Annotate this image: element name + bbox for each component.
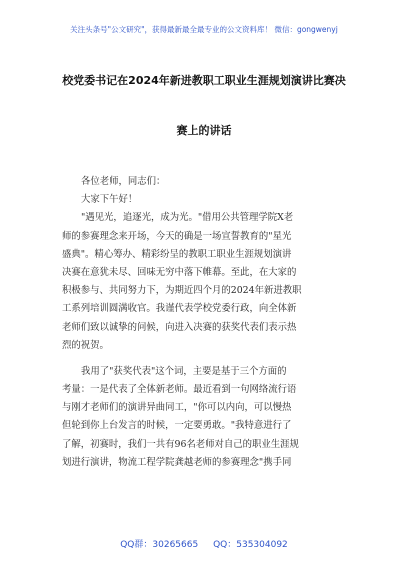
footer-contact [0, 537, 408, 550]
speech-body [62, 173, 354, 472]
paragraph-1-line: 积极参与、共同努力下，为期近四个月的2024年新进教职 [62, 285, 302, 297]
paragraph-2-line: 考量：一是代表了全体新老师。最近看到一句网络流行语 [62, 384, 297, 396]
paragraph-2-line: 划进行演讲，物流工程学院龚越老师的参赛理念"携手同 [62, 456, 292, 468]
footer-qq-group: QQ群：30265665 [120, 540, 199, 550]
paragraph-gap [62, 355, 354, 363]
paragraph-2-line: 但轮到你上台发言的时候，一定要勇敢。"我特意进行了 [62, 420, 292, 432]
greeting: 各位老师，同志们： [81, 176, 166, 187]
paragraph-2-line: 了解，初赛时，我们一共有96名老师对自己的职业生涯规 [62, 438, 299, 450]
paragraph-2-line: 我用了"获奖代表"这个词，主要是基于三个方面的 [81, 365, 287, 377]
header-banner: 关注头条号"公文研究"，获得最新最全最专业的公文资料库！ 微信：gongwenyj [70, 25, 338, 34]
paragraph-1-line: 工系列培训圆满收官。我谨代表学校党委行政，向全体新 [62, 303, 297, 315]
page-title-line-1: 校党委书记在2024年新进教职工职业生涯规划演讲比赛决 [62, 74, 346, 87]
page-title-line-2: 赛上的讲话 [176, 124, 232, 137]
paragraph-1-line: 决赛在意犹未尽、回味无穷中落下帷幕。至此，在大家的 [62, 266, 297, 278]
paragraph-1-line: "遇见光，追逐光，成为光。"借用公共管理学院X老 [81, 212, 294, 224]
paragraph-1-line: 盛典"。精心筹办、精彩纷呈的教职工职业生涯规划演讲 [62, 248, 292, 260]
paragraph-2-line: 与刚才老师们的演讲异曲同工，"你可以内向，可以慢热 [62, 402, 292, 414]
afternoon-greeting: 大家下午好！ [81, 194, 138, 206]
paragraph-1-line: 师的参赛理念来开场，今天的确是一场宣誓教育的"星光 [62, 230, 292, 242]
paragraph-1-line: 烈的祝贺。 [62, 339, 109, 351]
footer-qq: QQ：535304092 [213, 540, 288, 550]
paragraph-1-line: 老师们致以诚挚的问候，向进入决赛的获奖代表们表示热 [62, 321, 297, 333]
